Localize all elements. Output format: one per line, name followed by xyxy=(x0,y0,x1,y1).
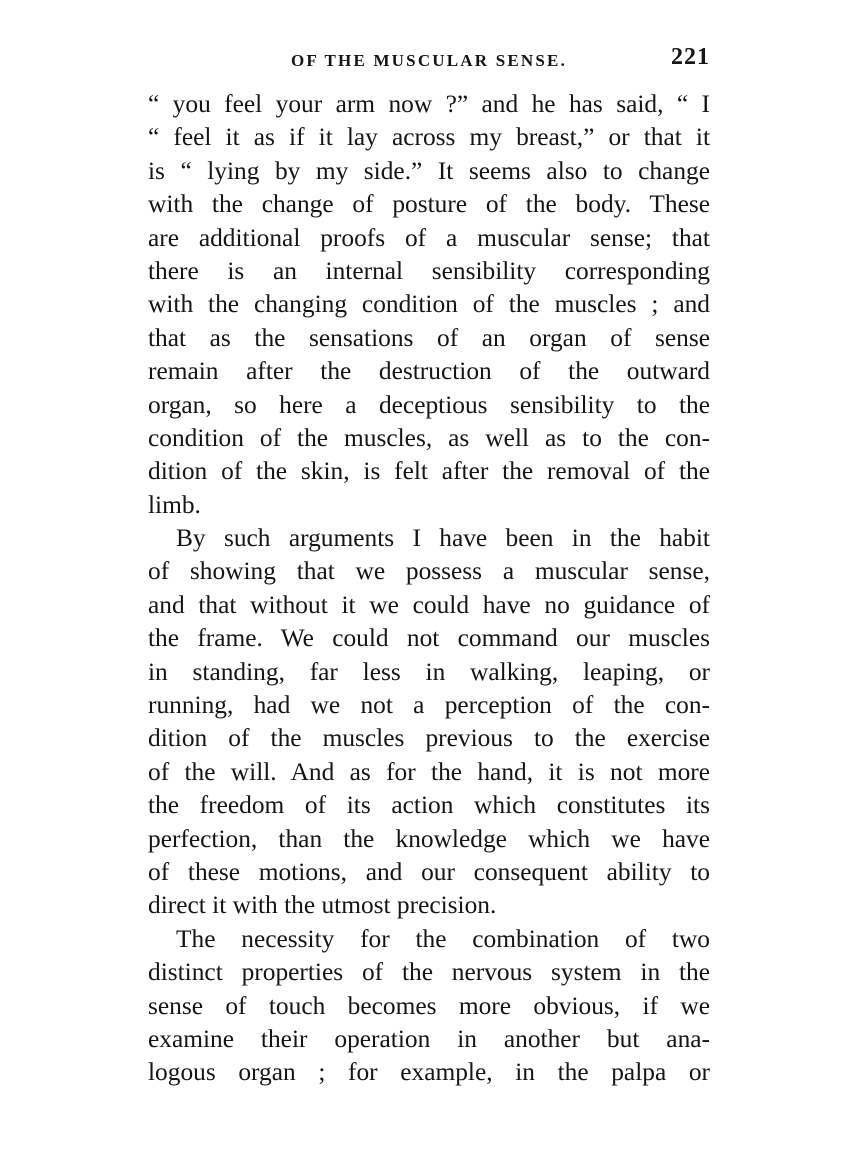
text-line: in standing, far less in walking, leaping, or xyxy=(148,657,710,686)
text-line: the frame. We could not command our muscles xyxy=(148,624,710,653)
text-line: of showing that we possess a muscular sense, xyxy=(148,557,710,586)
text-line: the freedom of its action which constitutes its xyxy=(148,791,710,820)
text-line: remain after the destruction of the outward xyxy=(148,357,710,386)
text-line: “ you feel your arm now ?” and he has said, “ I xyxy=(148,90,710,118)
text-line: perfection, than the knowledge which we have xyxy=(148,824,710,853)
text-line: condition of the muscles, as well as to the con- xyxy=(148,423,710,452)
text-line: dition of the muscles previous to the exercise xyxy=(148,724,710,753)
text-line: examine their operation in another but ana- xyxy=(148,1024,710,1053)
text-line: are additional proofs of a muscular sense; that xyxy=(148,223,710,252)
text-line: of these motions, and our consequent ability to xyxy=(148,857,710,886)
text-line: direct it with the utmost precision. xyxy=(148,891,497,920)
text-line: sense of touch becomes more obvious, if we xyxy=(148,991,710,1020)
text-line: logous organ ; for example, in the palpa or xyxy=(148,1058,710,1087)
text-line: “ feel it as if it lay across my breast,” or that it xyxy=(148,123,710,152)
text-line: there is an internal sensibility corresponding xyxy=(148,256,710,285)
text-line: By such arguments I have been in the habit xyxy=(176,524,710,553)
text-line: limb. xyxy=(148,490,201,519)
text-line: with the changing condition of the muscles ; and xyxy=(148,290,710,319)
running-title: OF THE MUSCULAR SENSE. xyxy=(290,51,568,70)
text-line: dition of the skin, is felt after the removal of the xyxy=(148,457,710,486)
running-head xyxy=(148,44,710,78)
body-text xyxy=(148,88,710,1090)
text-line: The necessity for the combination of two xyxy=(176,924,710,953)
page-number: 221 xyxy=(671,44,710,70)
text-line: is “ lying by my side.” It seems also to change xyxy=(148,156,710,185)
text-line: with the change of posture of the body. These xyxy=(148,190,710,219)
text-line: distinct properties of the nervous system in the xyxy=(148,958,710,987)
text-line: running, had we not a perception of the con- xyxy=(148,691,710,720)
text-line: organ, so here a deceptious sensibility to the xyxy=(148,390,710,419)
text-line: of the will. And as for the hand, it is not more xyxy=(148,757,710,786)
text-line: and that without it we could have no guidance of xyxy=(148,590,710,619)
text-line: that as the sensations of an organ of sense xyxy=(148,323,710,352)
